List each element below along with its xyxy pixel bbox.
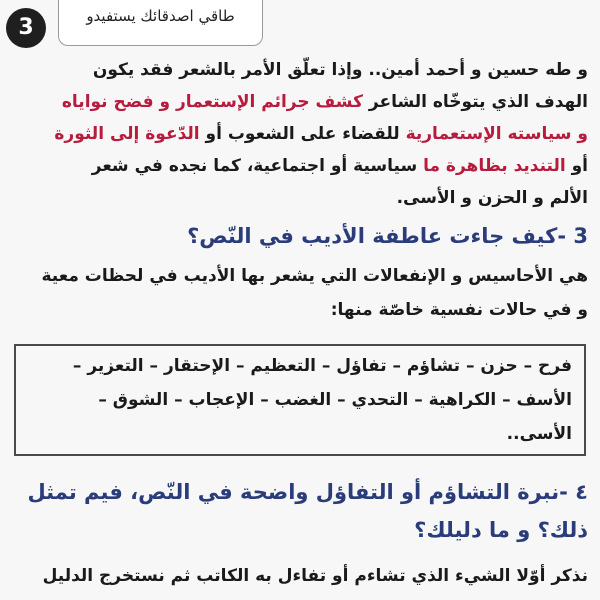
page-number-badge: 3	[6, 8, 46, 48]
emotions-list-box	[14, 344, 586, 456]
para1-line2-text: الهدف الذي يتوخّاه الشاعر	[362, 92, 588, 112]
question4-heading-line2: ذلك؟ و ما دليلك؟	[414, 518, 588, 542]
para1-line3-highlight-a: و سياسته الإستعمارية	[405, 124, 588, 144]
question3-line1: هي الأحاسيس و الإنفعالات التي يشعر بها الأديب في لحظات معية	[41, 266, 588, 286]
emotions-list-line3: الأسى..	[506, 424, 572, 444]
question3-heading: 3 -كيف جاءت عاطفة الأديب في النّص؟	[187, 224, 588, 248]
para1-line1: و طه حسين و أحمد أمين.. وإذا تعلّق الأمر بالشعر فقد يكون	[92, 60, 588, 80]
emotions-list-line2: الأسف – الكراهية – التحدي – الغضب – الإعجاب – الشوق –	[98, 390, 572, 410]
para1-line3-text: للقضاء على الشعوب أو	[199, 124, 406, 144]
para1-line2-highlight: كشف جرائم الإستعمار و فضح نواياه	[61, 92, 363, 112]
emotions-list-line1: فرح – حزن – تشاؤم – تفاؤل – التعظيم – الإحتقار – التعزير –	[72, 356, 572, 376]
para1-line3	[10, 120, 588, 148]
para1-line2	[10, 88, 588, 116]
question4-heading-line1: ٤ -نبرة التشاؤم أو التفاؤل واضحة في النّص، فيم تمثل	[27, 480, 588, 504]
question4-line1: نذكر أوّلا الشيء الذي تشاءم أو تفاءل به الكاتب ثم نستخرج الدليل	[42, 566, 588, 586]
para1-line4-text-a: أو	[565, 156, 588, 176]
question3-line2: و في حالات نفسية خاصّة منها:	[330, 300, 588, 320]
para1-line5: الألم و الحزن و الأسى.	[396, 188, 588, 208]
para1-line4	[10, 152, 588, 180]
para1-line4-text-b: سياسية أو اجتماعية، كما نجده في شعر	[91, 156, 424, 176]
para1-line4-highlight: التنديد بظاهرة ما	[423, 156, 566, 176]
caption-box: طاقي اصدقائك يستفيدو	[58, 0, 263, 46]
para1-line3-highlight-b: الدّعوة إلى الثورة	[54, 124, 200, 144]
